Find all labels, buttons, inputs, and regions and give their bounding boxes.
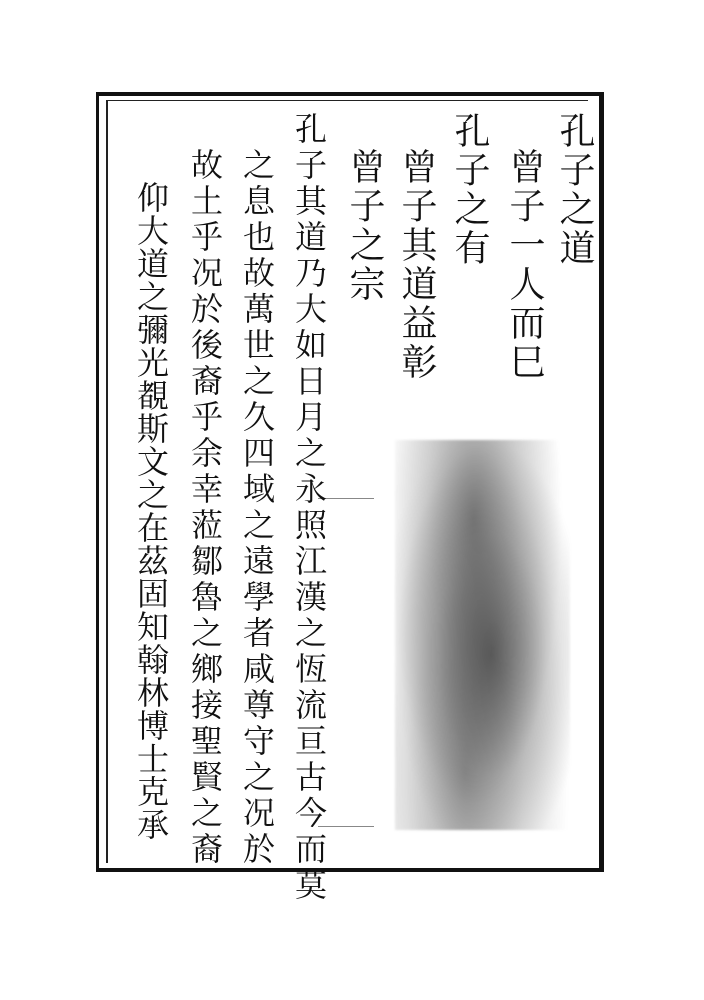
- ink-stain: [395, 440, 570, 830]
- text-column-3: 孔子之有: [449, 112, 490, 268]
- text-column-8: 故土乎况於後裔乎余幸蒞鄒魯之鄉接聖賢之裔: [186, 148, 224, 868]
- text-column-7: 之息也故萬世之久四域之遠學者咸尊守之况於: [238, 148, 276, 868]
- text-column-9: 仰大道之彌光覩斯文之在茲固知翰林博士克承: [132, 181, 170, 841]
- text-column-4: 曾子其道益彰: [396, 148, 437, 382]
- text-column-5: 曾子之宗: [344, 148, 385, 304]
- text-column-1: 孔子之道: [554, 112, 595, 268]
- text-column-6: 孔子其道乃大如日月之永照江漢之恆流亘古今而莫: [290, 112, 328, 904]
- text-column-2: 曾子一人而巳: [504, 148, 545, 382]
